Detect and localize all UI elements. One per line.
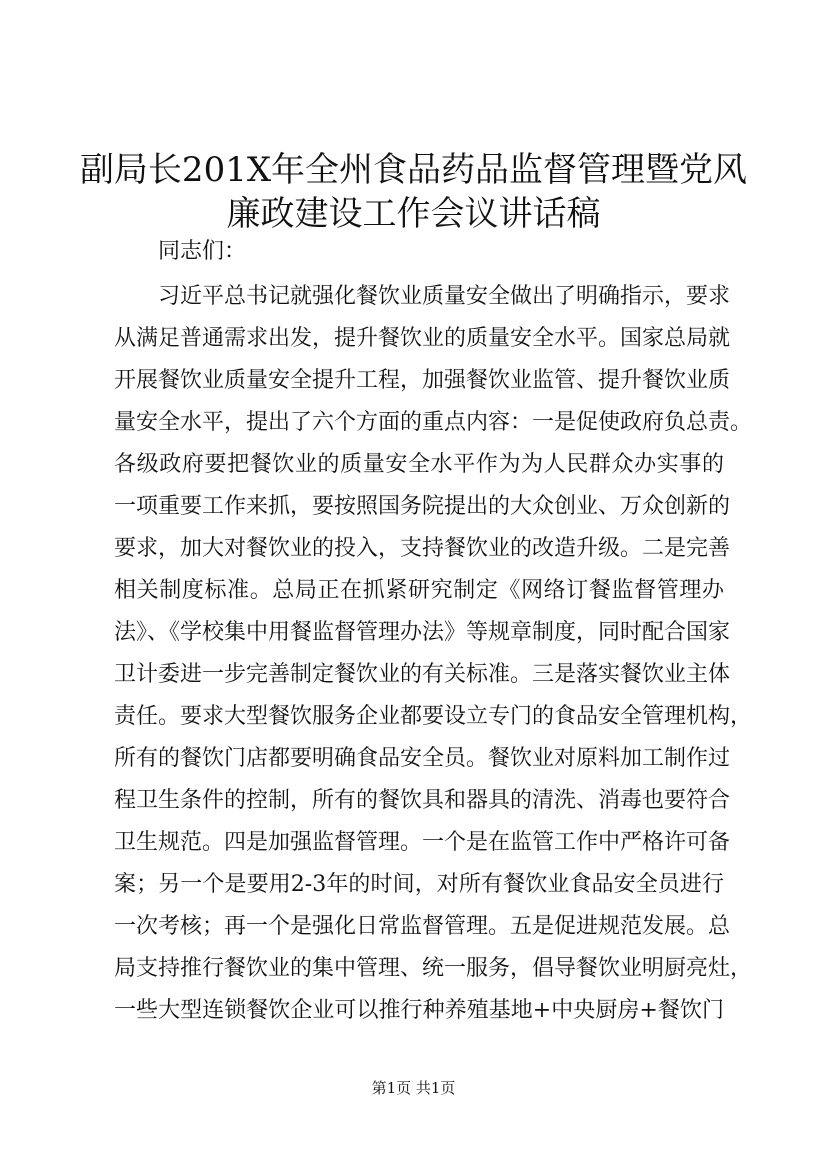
- paragraph-line: 习近平总书记就强化餐饮业质量安全做出了明确指示，要求: [158, 284, 731, 309]
- paragraph-line: 一次考核；再一个是强化日常监督管理。五是促进规范发展。总: [114, 914, 731, 939]
- paragraph-line: 一项重要工作来抓，要按照国务院提出的大众创业、万众创新的: [114, 494, 731, 519]
- paragraph-line: 卫计委进一步完善制定餐饮业的有关标准。三是落实餐饮业主体: [114, 662, 731, 687]
- paragraph-line: 卫生规范。四是加强监督管理。一个是在监管工作中严格许可备: [114, 830, 731, 855]
- paragraph-line: 责任。要求大型餐饮服务企业都要设立专门的食品安全管理机构，: [114, 704, 753, 729]
- salutation: 同志们：: [158, 239, 247, 264]
- paragraph-line: 法》、《学校集中用餐监督管理办法》等规章制度，同时配合国家: [114, 620, 731, 645]
- paragraph-line: 局支持推行餐饮业的集中管理、统一服务，倡导餐饮业明厨亮灶，: [114, 956, 753, 981]
- document-title-line-1: 副局长201X年全州食品药品监督管理暨党风: [79, 150, 748, 190]
- paragraph-line: 程卫生条件的控制，所有的餐饮具和器具的清洗、消毒也要符合: [114, 788, 731, 813]
- paragraph-line: 案；另一个是要用2-3年的时间，对所有餐饮业食品安全员进行: [114, 872, 724, 897]
- paragraph-line: 所有的餐饮门店都要明确食品安全员。餐饮业对原料加工制作过: [114, 746, 731, 771]
- page-number-footer: 第1页 共1页: [371, 1079, 456, 1097]
- paragraph-line: 各级政府要把餐饮业的质量安全水平作为为人民群众办实事的: [114, 452, 724, 477]
- paragraph-line: 开展餐饮业质量安全提升工程，加强餐饮业监管、提升餐饮业质: [114, 368, 731, 393]
- paragraph-line: 量安全水平，提出了六个方面的重点内容：一是促使政府负总责。: [114, 410, 753, 435]
- paragraph-line: 相关制度标准。总局正在抓紧研究制定《网络订餐监督管理办: [114, 578, 724, 603]
- paragraph-line: 一些大型连锁餐饮企业可以推行种养殖基地+中央厨房+餐饮门: [114, 998, 724, 1023]
- document-title-line-2: 廉政建设工作会议讲话稿: [226, 194, 601, 234]
- paragraph-line: 从满足普通需求出发，提升餐饮业的质量安全水平。国家总局就: [114, 326, 731, 351]
- paragraph-line: 要求，加大对餐饮业的投入，支持餐饮业的改造升级。二是完善: [114, 536, 731, 561]
